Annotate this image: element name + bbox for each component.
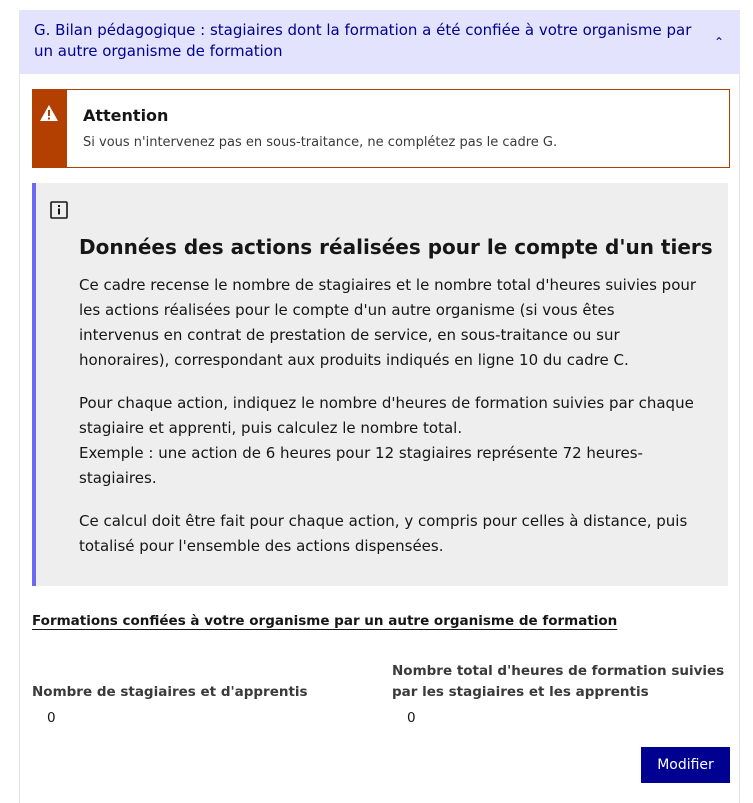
callout-title: Données des actions réalisées pour le compte d'un tiers [79, 235, 713, 259]
warning-icon [39, 104, 59, 122]
trainees-count-value: 0 [47, 710, 56, 726]
bilan-g-panel [19, 10, 740, 803]
alert-title: Attention [83, 106, 169, 125]
accordion-title: G. Bilan pédagogique : stagiaires dont la formation a été confiée à votre organisme par un autre organisme de formation [34, 21, 692, 60]
alert-text: Si vous n'intervenez pas en sous-traitance, ne complétez pas le cadre G. [83, 135, 558, 150]
trainees-count-label: Nombre de stagiaires et d'apprentis [32, 684, 308, 700]
total-hours-label: Nombre total d'heures de formation suivies par les stagiaires et les apprentis [392, 663, 725, 700]
info-icon [50, 201, 68, 219]
chevron-up-icon[interactable]: ⌃ [713, 35, 724, 49]
callout-paragraph: Exemple : une action de 6 heures pour 12 stagiaires représente 72 heures-stagiaires. [79, 444, 643, 487]
alert-side-bar [32, 89, 67, 168]
accordion-header[interactable] [20, 10, 740, 74]
section-title: Formations confiées à votre organisme par un autre organisme de formation [32, 613, 618, 629]
modify-button[interactable]: Modifier [641, 747, 730, 783]
total-hours-value: 0 [407, 710, 416, 726]
callout-paragraph: Ce calcul doit être fait pour chaque action, y compris pour celles à distance, puis totalisé pour l'ensemble des actions dispensées. [79, 512, 688, 555]
callout-paragraph: Pour chaque action, indiquez le nombre d'heures de formation suivies par chaque stagiaire et apprenti, puis calculez le nombre total. [79, 394, 694, 437]
callout-paragraph: Ce cadre recense le nombre de stagiaires et le nombre total d'heures suivies pour les actions réalisées pour le compte d'un autre organisme (si vous êtes intervenus en contrat de prestation de service, en sous-traitance ou sur honoraires), correspondant aux produits indiqués en ligne 10 du cadre C. [79, 276, 697, 369]
warning-alert [32, 89, 730, 168]
info-callout [32, 183, 728, 586]
callout-body [79, 273, 699, 577]
